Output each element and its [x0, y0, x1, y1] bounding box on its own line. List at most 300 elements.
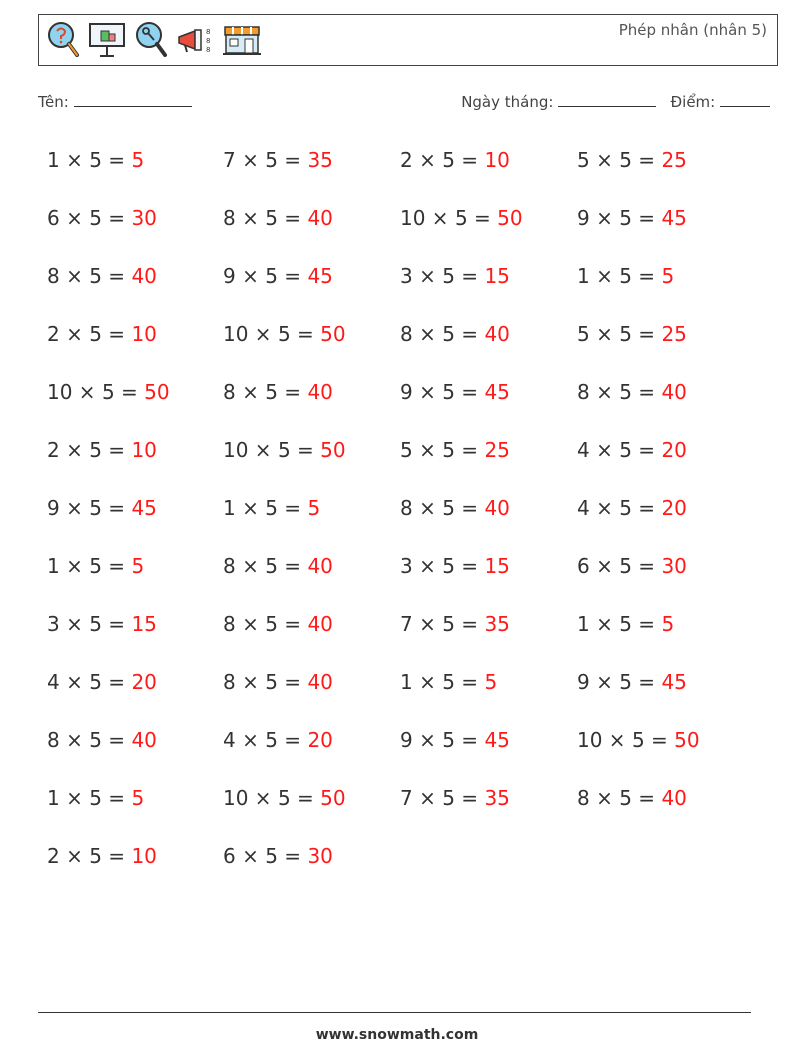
answer: 45	[661, 206, 687, 230]
answer: 40	[661, 786, 687, 810]
answer: 45	[484, 380, 510, 404]
times-sign: ×	[235, 844, 266, 868]
problem-item	[400, 145, 577, 203]
factor-a: 10	[400, 206, 426, 230]
problem-item	[223, 261, 400, 319]
problem-item	[223, 377, 400, 435]
times-sign: ×	[248, 438, 278, 462]
factor-a: 7	[400, 786, 413, 810]
factor-b: 5	[442, 380, 455, 404]
equals-sign: =	[101, 844, 132, 868]
answer: 40	[131, 264, 157, 288]
factor-b: 5	[442, 786, 455, 810]
times-sign: ×	[589, 264, 620, 288]
equals-sign: =	[454, 554, 485, 578]
factor-a: 4	[577, 438, 590, 462]
factor-b: 5	[89, 554, 102, 578]
equals-sign: =	[631, 554, 662, 578]
equals-sign: =	[454, 148, 485, 172]
problem-grid	[47, 145, 759, 899]
factor-a: 2	[400, 148, 413, 172]
factor-a: 5	[577, 322, 590, 346]
times-sign: ×	[59, 554, 90, 578]
times-sign: ×	[412, 612, 443, 636]
factor-a: 9	[577, 670, 590, 694]
problem-item	[400, 783, 577, 841]
answer: 10	[131, 844, 157, 868]
answer: 5	[307, 496, 321, 520]
times-sign: ×	[72, 380, 102, 404]
factor-b: 5	[101, 380, 115, 404]
answer: 35	[484, 786, 510, 810]
answer: 50	[320, 786, 346, 810]
equals-sign: =	[290, 786, 321, 810]
factor-a: 10	[223, 786, 249, 810]
problem-item	[47, 261, 223, 319]
factor-b: 5	[89, 264, 102, 288]
presentation-board-icon	[87, 19, 127, 59]
problem-item	[47, 145, 223, 203]
factor-b: 5	[442, 148, 455, 172]
answer: 30	[307, 844, 333, 868]
factor-a: 8	[400, 496, 413, 520]
equals-sign: =	[101, 496, 132, 520]
times-sign: ×	[235, 728, 266, 752]
answer: 50	[144, 380, 170, 404]
times-sign: ×	[589, 438, 620, 462]
answer: 50	[320, 438, 346, 462]
factor-a: 5	[577, 148, 590, 172]
factor-b: 5	[619, 264, 632, 288]
equals-sign: =	[631, 438, 662, 462]
times-sign: ×	[59, 786, 90, 810]
factor-a: 8	[223, 554, 236, 578]
times-sign: ×	[248, 322, 278, 346]
factor-a: 7	[400, 612, 413, 636]
times-sign: ×	[589, 206, 620, 230]
factor-b: 5	[265, 496, 278, 520]
equals-sign: =	[277, 148, 308, 172]
equals-sign: =	[101, 728, 132, 752]
answer: 10	[131, 322, 157, 346]
answer: 40	[484, 322, 510, 346]
equals-sign: =	[454, 728, 485, 752]
factor-b: 5	[89, 844, 102, 868]
answer: 30	[131, 206, 157, 230]
times-sign: ×	[59, 728, 90, 752]
problem-item	[400, 319, 577, 377]
problem-item	[400, 377, 577, 435]
factor-a: 4	[223, 728, 236, 752]
factor-b: 5	[265, 148, 278, 172]
equals-sign: =	[277, 612, 308, 636]
times-sign: ×	[412, 728, 443, 752]
factor-b: 5	[265, 380, 278, 404]
problem-item	[223, 551, 400, 609]
problem-item	[47, 841, 223, 899]
answer: 40	[307, 554, 333, 578]
problem-item	[400, 493, 577, 551]
times-sign: ×	[59, 612, 90, 636]
times-sign: ×	[235, 670, 266, 694]
times-sign: ×	[589, 322, 620, 346]
answer: 50	[320, 322, 346, 346]
equals-sign: =	[277, 264, 308, 288]
factor-b: 5	[619, 612, 632, 636]
factor-a: 10	[47, 380, 73, 404]
equals-sign: =	[277, 206, 308, 230]
factor-b: 5	[265, 554, 278, 578]
factor-b: 5	[277, 786, 291, 810]
problem-item	[47, 551, 223, 609]
equals-sign: =	[631, 612, 662, 636]
factor-b: 5	[89, 496, 102, 520]
factor-a: 1	[400, 670, 413, 694]
factor-a: 9	[47, 496, 60, 520]
times-sign: ×	[602, 728, 632, 752]
times-sign: ×	[235, 148, 266, 172]
factor-b: 5	[89, 206, 102, 230]
factor-a: 3	[47, 612, 60, 636]
times-sign: ×	[59, 322, 90, 346]
date-blank[interactable]	[558, 92, 656, 107]
factor-b: 5	[265, 728, 278, 752]
answer: 15	[131, 612, 157, 636]
factor-b: 5	[89, 612, 102, 636]
times-sign: ×	[412, 264, 443, 288]
factor-b: 5	[442, 438, 455, 462]
factor-a: 9	[577, 206, 590, 230]
factor-b: 5	[89, 438, 102, 462]
times-sign: ×	[589, 554, 620, 578]
problem-item	[577, 725, 753, 783]
answer: 35	[484, 612, 510, 636]
problem-item	[577, 319, 753, 377]
factor-b: 5	[89, 322, 102, 346]
problem-item	[47, 783, 223, 841]
times-sign: ×	[235, 612, 266, 636]
problem-item	[577, 609, 753, 667]
problem-item	[47, 435, 223, 493]
equals-sign: =	[454, 612, 485, 636]
answer: 50	[674, 728, 700, 752]
equals-sign: =	[101, 670, 132, 694]
factor-b: 5	[265, 264, 278, 288]
answer: 35	[307, 148, 333, 172]
times-sign: ×	[59, 206, 90, 230]
header-icons	[45, 19, 263, 59]
problem-item	[400, 551, 577, 609]
factor-b: 5	[631, 728, 645, 752]
answer: 20	[661, 438, 687, 462]
answer: 45	[131, 496, 157, 520]
problem-item	[47, 667, 223, 725]
problem-item	[223, 609, 400, 667]
equals-sign: =	[631, 380, 662, 404]
problem-item	[400, 667, 577, 725]
problem-item	[400, 609, 577, 667]
factor-a: 1	[577, 264, 590, 288]
problem-item	[223, 145, 400, 203]
answer: 45	[661, 670, 687, 694]
factor-a: 8	[577, 786, 590, 810]
svg-text:8: 8	[206, 37, 211, 45]
equals-sign: =	[644, 728, 675, 752]
factor-b: 5	[277, 438, 291, 462]
magnifier-key-icon	[133, 19, 169, 59]
equals-sign: =	[631, 148, 662, 172]
problem-item	[400, 435, 577, 493]
answer: 40	[131, 728, 157, 752]
equals-sign: =	[101, 322, 132, 346]
times-sign: ×	[59, 264, 90, 288]
answer: 25	[661, 322, 687, 346]
problem-item	[223, 783, 400, 841]
score-blank[interactable]	[720, 92, 770, 107]
factor-a: 6	[223, 844, 236, 868]
times-sign: ×	[589, 380, 620, 404]
answer: 40	[307, 612, 333, 636]
factor-b: 5	[442, 496, 455, 520]
factor-b: 5	[265, 844, 278, 868]
times-sign: ×	[59, 438, 90, 462]
problem-item	[47, 377, 223, 435]
factor-a: 4	[47, 670, 60, 694]
name-label: Tên:	[38, 93, 69, 111]
equals-sign: =	[101, 148, 132, 172]
equals-sign: =	[290, 322, 321, 346]
times-sign: ×	[412, 438, 443, 462]
factor-b: 5	[442, 670, 455, 694]
factor-a: 3	[400, 264, 413, 288]
problem-item	[223, 725, 400, 783]
factor-a: 8	[223, 670, 236, 694]
factor-a: 2	[47, 438, 60, 462]
times-sign: ×	[59, 148, 90, 172]
times-sign: ×	[412, 554, 443, 578]
factor-b: 5	[619, 322, 632, 346]
footer-url: www.snowmath.com	[315, 1027, 479, 1043]
factor-b: 5	[89, 148, 102, 172]
times-sign: ×	[235, 496, 266, 520]
problem-item	[577, 145, 753, 203]
answer: 5	[661, 264, 675, 288]
factor-a: 5	[400, 438, 413, 462]
times-sign: ×	[412, 786, 443, 810]
factor-a: 8	[577, 380, 590, 404]
factor-b: 5	[619, 496, 632, 520]
answer: 40	[661, 380, 687, 404]
problem-item	[47, 319, 223, 377]
equals-sign: =	[631, 264, 662, 288]
equals-sign: =	[277, 496, 308, 520]
name-blank[interactable]	[74, 92, 192, 107]
factor-a: 8	[400, 322, 413, 346]
answer: 5	[661, 612, 675, 636]
times-sign: ×	[59, 844, 90, 868]
times-sign: ×	[589, 148, 620, 172]
factor-b: 5	[442, 264, 455, 288]
times-sign: ×	[248, 786, 278, 810]
equals-sign: =	[101, 264, 132, 288]
problem-item	[577, 261, 753, 319]
factor-a: 1	[47, 554, 60, 578]
factor-b: 5	[619, 380, 632, 404]
factor-b: 5	[442, 612, 455, 636]
equals-sign: =	[277, 380, 308, 404]
factor-a: 8	[223, 206, 236, 230]
factor-a: 1	[47, 148, 60, 172]
problem-item	[577, 377, 753, 435]
problem-item	[47, 203, 223, 261]
times-sign: ×	[235, 380, 266, 404]
answer: 45	[307, 264, 333, 288]
footer-divider	[38, 1012, 751, 1013]
equals-sign: =	[277, 670, 308, 694]
problem-item	[577, 783, 753, 841]
problem-item	[223, 667, 400, 725]
factor-b: 5	[265, 612, 278, 636]
problem-item	[223, 203, 400, 261]
factor-b: 5	[619, 554, 632, 578]
times-sign: ×	[589, 786, 620, 810]
equals-sign: =	[101, 554, 132, 578]
times-sign: ×	[412, 148, 443, 172]
equals-sign: =	[454, 322, 485, 346]
equals-sign: =	[454, 264, 485, 288]
factor-b: 5	[442, 554, 455, 578]
factor-b: 5	[89, 670, 102, 694]
equals-sign: =	[454, 670, 485, 694]
answer: 30	[661, 554, 687, 578]
problem-item	[223, 493, 400, 551]
factor-a: 9	[400, 728, 413, 752]
answer: 40	[307, 380, 333, 404]
answer: 20	[131, 670, 157, 694]
factor-a: 2	[47, 844, 60, 868]
answer: 45	[484, 728, 510, 752]
problem-item	[47, 725, 223, 783]
times-sign: ×	[412, 670, 443, 694]
problem-item	[577, 493, 753, 551]
equals-sign: =	[277, 554, 308, 578]
megaphone-icon	[175, 19, 215, 59]
factor-a: 6	[47, 206, 60, 230]
problem-item	[400, 725, 577, 783]
score-label: Điểm:	[670, 93, 716, 111]
times-sign: ×	[589, 670, 620, 694]
equals-sign: =	[631, 322, 662, 346]
answer: 40	[307, 670, 333, 694]
times-sign: ×	[235, 554, 266, 578]
problem-item	[223, 319, 400, 377]
answer: 50	[497, 206, 523, 230]
problem-item	[47, 609, 223, 667]
factor-a: 1	[47, 786, 60, 810]
equals-sign: =	[101, 206, 132, 230]
answer: 40	[484, 496, 510, 520]
factor-a: 6	[577, 554, 590, 578]
problem-item	[400, 261, 577, 319]
equals-sign: =	[454, 380, 485, 404]
answer: 25	[484, 438, 510, 462]
factor-a: 10	[577, 728, 603, 752]
name-field	[38, 92, 192, 111]
svg-text:8: 8	[206, 28, 211, 36]
factor-a: 3	[400, 554, 413, 578]
answer: 25	[661, 148, 687, 172]
answer: 5	[131, 148, 145, 172]
equals-sign: =	[277, 844, 308, 868]
factor-a: 9	[223, 264, 236, 288]
factor-a: 8	[47, 264, 60, 288]
equals-sign: =	[277, 728, 308, 752]
answer: 40	[307, 206, 333, 230]
answer: 20	[307, 728, 333, 752]
factor-b: 5	[442, 728, 455, 752]
factor-a: 8	[47, 728, 60, 752]
factor-a: 8	[223, 612, 236, 636]
factor-a: 9	[400, 380, 413, 404]
times-sign: ×	[589, 496, 620, 520]
equals-sign: =	[631, 670, 662, 694]
worksheet-header	[38, 14, 778, 66]
times-sign: ×	[412, 322, 443, 346]
equals-sign: =	[290, 438, 321, 462]
magnifier-question-icon	[45, 19, 81, 59]
factor-a: 8	[223, 380, 236, 404]
answer: 20	[661, 496, 687, 520]
factor-a: 4	[577, 496, 590, 520]
problem-item	[223, 435, 400, 493]
factor-b: 5	[89, 728, 102, 752]
answer: 15	[484, 264, 510, 288]
equals-sign: =	[101, 438, 132, 462]
problem-item	[223, 841, 400, 899]
equals-sign: =	[631, 496, 662, 520]
factor-b: 5	[277, 322, 291, 346]
storefront-icon	[221, 19, 263, 59]
times-sign: ×	[59, 496, 90, 520]
factor-a: 1	[223, 496, 236, 520]
problem-item	[577, 667, 753, 725]
factor-b: 5	[619, 438, 632, 462]
factor-b: 5	[619, 670, 632, 694]
date-score-fields	[461, 92, 770, 111]
answer: 10	[131, 438, 157, 462]
factor-a: 10	[223, 322, 249, 346]
factor-a: 2	[47, 322, 60, 346]
answer: 10	[484, 148, 510, 172]
factor-b: 5	[89, 786, 102, 810]
answer: 5	[131, 786, 145, 810]
equals-sign: =	[114, 380, 145, 404]
answer: 5	[484, 670, 498, 694]
problem-item	[577, 551, 753, 609]
factor-b: 5	[619, 786, 632, 810]
problem-item	[400, 203, 577, 261]
times-sign: ×	[59, 670, 90, 694]
times-sign: ×	[412, 380, 443, 404]
answer: 15	[484, 554, 510, 578]
times-sign: ×	[589, 612, 620, 636]
equals-sign: =	[101, 786, 132, 810]
equals-sign: =	[631, 786, 662, 810]
factor-b: 5	[265, 670, 278, 694]
problem-item	[577, 435, 753, 493]
equals-sign: =	[631, 206, 662, 230]
times-sign: ×	[425, 206, 455, 230]
